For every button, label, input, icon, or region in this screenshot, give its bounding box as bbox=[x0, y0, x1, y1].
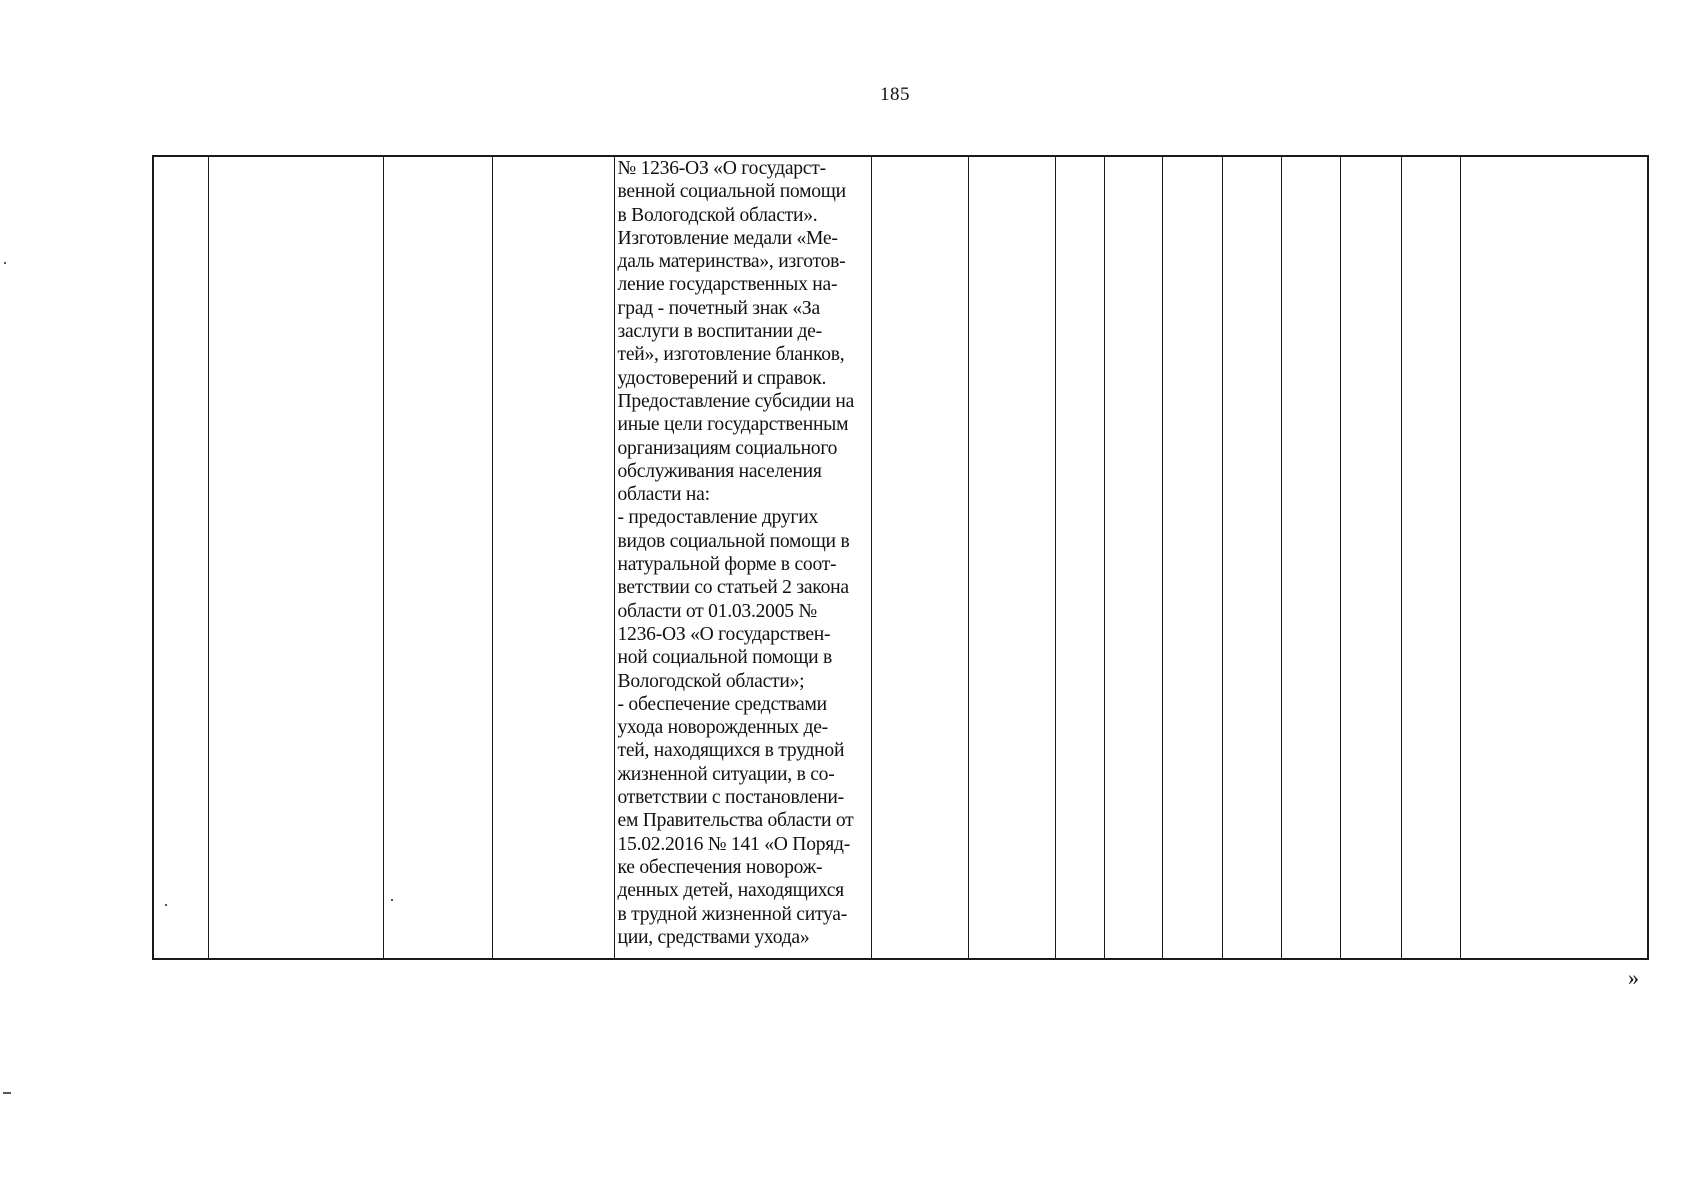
table-row bbox=[153, 156, 1648, 959]
table-cell-15 bbox=[1460, 156, 1648, 959]
text-line: денных детей, находящихся bbox=[617, 880, 844, 902]
text-line: области на: bbox=[617, 484, 710, 506]
scan-speck bbox=[165, 904, 167, 906]
text-line: области от 01.03.2005 № bbox=[617, 600, 817, 622]
text-line: заслуги в воспитании де- bbox=[617, 321, 822, 343]
scan-speck bbox=[4, 262, 6, 264]
text-line: град - почетный знак «За bbox=[617, 297, 820, 319]
text-line: тей, находящихся в трудной bbox=[617, 740, 845, 762]
text-line: ухода новорожденных де- bbox=[617, 717, 828, 739]
text-line: Предоставление субсидии на bbox=[617, 390, 855, 412]
text-line: 15.02.2016 № 141 «О Поряд- bbox=[617, 833, 851, 855]
table-cell-2 bbox=[208, 156, 383, 959]
table-cell-1 bbox=[153, 156, 208, 959]
text-line: в трудной жизненной ситуа- bbox=[617, 903, 848, 925]
text-line: тей», изготовление бланков, bbox=[617, 344, 845, 366]
text-line: даль материнства», изготов- bbox=[617, 251, 846, 273]
description-cell bbox=[614, 156, 871, 959]
table-cell-4 bbox=[492, 156, 614, 959]
text-line: ветствии со статьей 2 закона bbox=[617, 577, 849, 599]
text-line: Вологодской области»; bbox=[617, 670, 805, 692]
text-line: иные цели государственным bbox=[617, 414, 849, 436]
text-line: 1236-ОЗ «О государствен- bbox=[617, 623, 831, 645]
text-line: обслуживания населения bbox=[617, 460, 822, 482]
table-cell-12 bbox=[1281, 156, 1340, 959]
text-line: ление государственных на- bbox=[617, 274, 838, 296]
table-cell-10 bbox=[1162, 156, 1222, 959]
text-line: удостоверений и справок. bbox=[617, 367, 827, 389]
table-cell-13 bbox=[1340, 156, 1401, 959]
text-line: ной социальной помощи в bbox=[617, 647, 832, 669]
text-line: организациям социального bbox=[617, 437, 838, 459]
document-table bbox=[152, 155, 1649, 960]
text-line: жизненной ситуации, в со- bbox=[617, 763, 835, 785]
text-line: видов социальной помощи в bbox=[617, 530, 850, 552]
scan-speck bbox=[391, 899, 393, 901]
closing-quote: » bbox=[1628, 965, 1639, 990]
table-cell-8 bbox=[1055, 156, 1104, 959]
table-cell-3 bbox=[383, 156, 492, 959]
text-line: венной социальной помощи bbox=[617, 181, 846, 203]
page-number: 185 bbox=[880, 84, 910, 105]
text-line: ции, средствами ухода» bbox=[617, 926, 810, 948]
table-cell-9 bbox=[1104, 156, 1162, 959]
table-cell-11 bbox=[1222, 156, 1281, 959]
table-cell-6 bbox=[871, 156, 968, 959]
text-line: - предоставление других bbox=[617, 507, 819, 529]
text-line: ем Правительства области от bbox=[617, 810, 854, 832]
text-line: ке обеспечения новорож- bbox=[617, 856, 823, 878]
text-line: - обеспечение средствами bbox=[617, 693, 827, 715]
table-cell-14 bbox=[1401, 156, 1460, 959]
scan-speck bbox=[3, 1092, 11, 1094]
text-line: Изготовление медали «Ме- bbox=[617, 227, 838, 249]
text-line: натуральной форме в соот- bbox=[617, 554, 837, 576]
text-line: ответствии с постановлени- bbox=[617, 787, 844, 809]
table-cell-7 bbox=[968, 156, 1055, 959]
text-line: в Вологодской области». bbox=[617, 204, 818, 226]
text-line: № 1236-ОЗ «О государст- bbox=[617, 158, 826, 179]
